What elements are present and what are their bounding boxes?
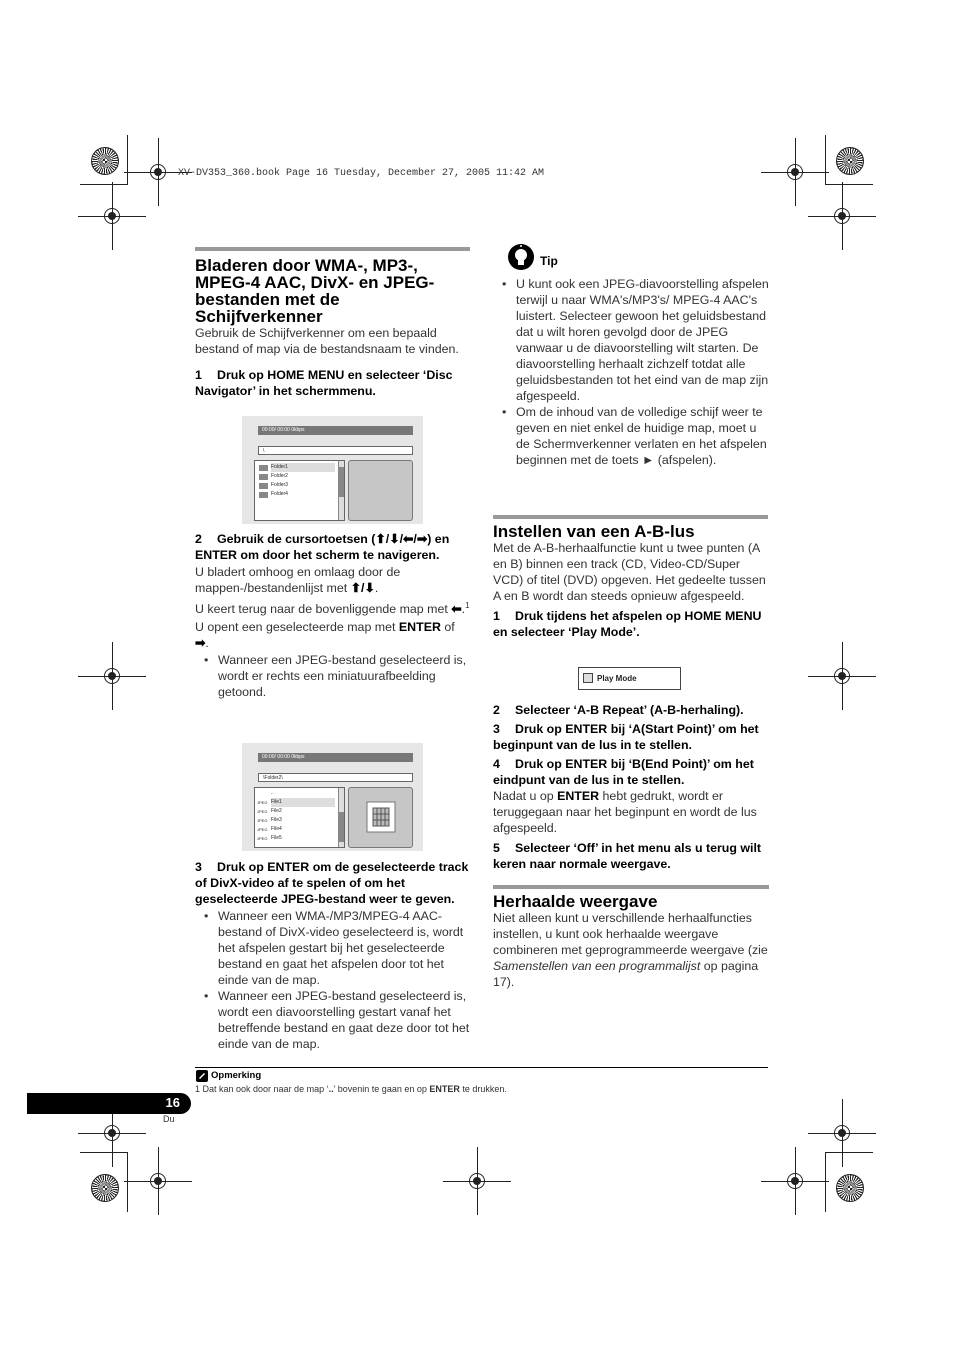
crop-mark bbox=[80, 1152, 128, 1153]
ab-step-2: 2 Selecteer ‘A-B Repeat’ (A-B-herhaling). bbox=[493, 703, 744, 717]
crosshair-mark bbox=[92, 656, 132, 696]
section-title-disc-navigator: Bladeren door WMA-, MP3-, MPEG-4 AAC, DivX- en JPEG- bestanden met de Schijfverkenner bbox=[195, 256, 435, 326]
crosshair-mark bbox=[775, 152, 815, 192]
path-field: \Folder2\ bbox=[258, 773, 413, 782]
registration-star bbox=[836, 147, 864, 175]
list-item[interactable]: Folder2 bbox=[257, 472, 288, 481]
status-bar: 00:00/ 00:00 0kbps bbox=[258, 426, 413, 435]
ab-steps bbox=[493, 702, 769, 872]
folder-icon bbox=[259, 492, 268, 498]
jpeg-thumbnail-icon bbox=[349, 788, 414, 849]
left-arrow-icon: ⬅ bbox=[451, 602, 462, 617]
thumbnail-preview bbox=[348, 787, 413, 848]
note-label: Opmerking bbox=[211, 1070, 262, 1081]
tip-label: Tip bbox=[540, 254, 558, 268]
left-column bbox=[195, 247, 470, 399]
ab-section bbox=[493, 515, 768, 640]
folder-list bbox=[254, 460, 345, 521]
crop-mark bbox=[825, 1152, 826, 1212]
tip-bullet: • Om de inhoud van de volledige schijf weer te geven en niet enkel de huidige map, moet u de Schermverkenner verlaten en het afspelen beginnen met de toets ► (afspelen). bbox=[493, 404, 769, 468]
crop-mark bbox=[825, 1152, 873, 1153]
registration-star bbox=[91, 1174, 119, 1202]
play-mode-icon bbox=[583, 673, 593, 683]
registration-star bbox=[91, 147, 119, 175]
crosshair-mark bbox=[822, 1113, 862, 1153]
crop-mark bbox=[80, 184, 128, 185]
print-header: XV-DV353_360.book Page 16 Tuesday, December 27, 2005 11:42 AM bbox=[178, 168, 545, 179]
ab-step-3: 3 Druk op ENTER bij ‘A(Start Point)’ om het beginpunt van de lus in te stellen. bbox=[493, 722, 759, 752]
list-item[interactable]: Folder3 bbox=[257, 481, 288, 490]
tip-lightbulb-icon bbox=[507, 243, 535, 271]
list-item[interactable]: JPEG File5 bbox=[257, 835, 282, 841]
folder-icon bbox=[259, 474, 268, 480]
jpeg-icon: JPEG bbox=[257, 800, 268, 805]
bullet-item: • Wanneer een JPEG-bestand geselecteerd is, wordt er rechts een miniatuurafbeelding getoond. bbox=[195, 652, 470, 700]
jpeg-icon: JPEG bbox=[257, 809, 268, 814]
crosshair-mark bbox=[822, 196, 862, 236]
file-list bbox=[254, 787, 345, 848]
intro-text: Gebruik de Schijfverkenner om een bepaald bestand of map via de bestandsnaam te vinden. bbox=[195, 326, 459, 356]
step-2-text-2: U keert terug naar de bovenliggende map met ⬅.$^1$ bbox=[195, 601, 470, 617]
list-item[interactable]: JPEG File2 bbox=[257, 808, 282, 814]
step-3: 3 Druk op ENTER om de geselecteerde track of DivX-video af te spelen of om het geselecteerde JPEG-bestand weer te geven. bbox=[195, 860, 469, 906]
section-rule bbox=[493, 515, 768, 519]
step-1: 1 Druk op HOME MENU en selecteer ‘Disc Navigator’ in het schermmenu. bbox=[195, 368, 453, 398]
repeat-section bbox=[493, 885, 769, 990]
section-rule bbox=[195, 247, 470, 251]
jpeg-icon: JPEG bbox=[257, 818, 268, 823]
preview-pane bbox=[348, 460, 413, 521]
crosshair-mark bbox=[775, 1161, 815, 1201]
up-down-arrow-icon: ⬆/⬇ bbox=[350, 581, 375, 595]
scrollbar[interactable] bbox=[338, 461, 344, 520]
list-item[interactable]: JPEG File1 bbox=[257, 798, 335, 807]
jpeg-icon: JPEG bbox=[257, 836, 268, 841]
list-item-parent[interactable]: .. bbox=[271, 790, 274, 796]
footnote-text: 1 Dat kan ook door naar de map ‘..’ bovenin te gaan en op ENTER te drukken. bbox=[195, 1084, 507, 1094]
crop-mark bbox=[825, 184, 873, 185]
crosshair-mark bbox=[138, 1161, 178, 1201]
ab-step-4-text: Nadat u op ENTER hebt gedrukt, wordt er teruggegaan naar het beginpunt en wordt de lus afgespeeld. bbox=[493, 789, 757, 835]
page-number: 16 bbox=[165, 1095, 180, 1110]
bullet-item: • Wanneer een JPEG-bestand geselecteerd is, wordt een diavoorstelling gestart vanaf het betreffende bestand en gaat deze door tot het einde van de map. bbox=[195, 988, 472, 1052]
crop-mark bbox=[825, 135, 826, 185]
list-item[interactable]: JPEG File3 bbox=[257, 817, 282, 823]
note-icon bbox=[196, 1070, 208, 1082]
step-2-text-1: U bladert omhoog en omlaag door de mappen-/bestandenlijst met ⬆/⬇. bbox=[195, 565, 401, 595]
step-2-text-3: U opent een geselecteerde map met ENTER of ➡. bbox=[195, 620, 455, 651]
footnote-rule bbox=[195, 1067, 768, 1068]
registration-star bbox=[836, 1174, 864, 1202]
folder-icon bbox=[259, 483, 268, 489]
list-item[interactable]: Folder1 bbox=[257, 463, 335, 472]
ab-step-1: 1 Druk tijdens het afspelen op HOME MENU en selecteer ‘Play Mode’. bbox=[493, 609, 762, 639]
section-title-repeat: Herhaalde weergave bbox=[493, 892, 658, 911]
path-field: \ bbox=[258, 446, 413, 455]
tip-content bbox=[493, 276, 769, 468]
crosshair-mark bbox=[92, 196, 132, 236]
ab-step-5: 5 Selecteer ‘Off’ in het menu als u terug wilt keren naar normale weergave. bbox=[493, 841, 762, 871]
step-2: 2 Gebruik de cursortoetsen (⬆/⬇/⬅/➡) en ENTER om door het scherm te navigeren. bbox=[195, 532, 450, 562]
repeat-text: Niet alleen kunt u verschillende herhaalfuncties instellen, u kunt ook herhaalde weergave combineren met geprogrammeerde weergave (zie Samenstellen van een programmalijst op pagina 17). bbox=[493, 911, 768, 989]
disc-navigator-screen-files bbox=[242, 743, 423, 851]
list-item[interactable]: Folder4 bbox=[257, 490, 288, 499]
folder-icon bbox=[259, 465, 268, 471]
bullet-item: • Wanneer een WMA-/MP3/MPEG-4 AAC-bestand of DivX-video geselecteerd is, wordt het afspelen gestart bij het geselecteerde bestand en gaat het afspelen door tot het einde van de map. bbox=[195, 908, 472, 988]
section-rule bbox=[493, 885, 769, 889]
language-code: Du bbox=[163, 1114, 175, 1124]
ab-step-4: 4 Druk op ENTER bij ‘B(End Point)’ om het eindpunt van de lus in te stellen. bbox=[493, 757, 754, 787]
crosshair-mark bbox=[822, 656, 862, 696]
disc-navigator-screen-folders bbox=[242, 416, 423, 524]
left-column-step3 bbox=[195, 859, 472, 1052]
scrollbar[interactable] bbox=[338, 788, 344, 847]
crop-mark bbox=[127, 135, 128, 185]
jpeg-icon: JPEG bbox=[257, 827, 268, 832]
crop-mark bbox=[127, 1152, 128, 1212]
left-column-step2 bbox=[195, 531, 470, 700]
right-arrow-icon: ➡ bbox=[195, 636, 206, 651]
status-bar: 00:00/ 00:00 0kbps bbox=[258, 753, 413, 762]
tip-bullet: • U kunt ook een JPEG-diavoorstelling afspelen terwijl u naar WMA's/MP3's/ MPEG-4 AAC's luistert. Selecteer gewoon het geluidsbestand dat u wilt horen gevolgd door de JPEG vanwaar u de diavoorstelling wilt starten. De diavoorstelling herhaalt zichzelf totdat alle geluidsbestanden tot het eind van de map zijn afgespeeld. bbox=[493, 276, 769, 404]
crosshair-mark bbox=[138, 152, 178, 192]
ab-intro: Met de A-B-herhaalfunctie kunt u twee punten (A en B) binnen een track (CD, Video-CD/Super VCD) of titel (DVD) opgeven. Het gedeelte tussen A en B wordt dan steeds opnieuw afgespeeld. bbox=[493, 541, 766, 603]
play-mode-menu-item[interactable]: Play Mode bbox=[578, 667, 681, 690]
crosshair-mark bbox=[92, 1113, 132, 1153]
cross-reference-link[interactable]: Samenstellen van een programmalijst bbox=[493, 959, 701, 973]
crosshair-mark bbox=[457, 1161, 497, 1201]
list-item[interactable]: JPEG File4 bbox=[257, 826, 282, 832]
arrow-keys-icon: ⬆/⬇/⬅/➡ bbox=[375, 532, 428, 546]
section-title-ab-loop: Instellen van een A-B-lus bbox=[493, 522, 695, 541]
